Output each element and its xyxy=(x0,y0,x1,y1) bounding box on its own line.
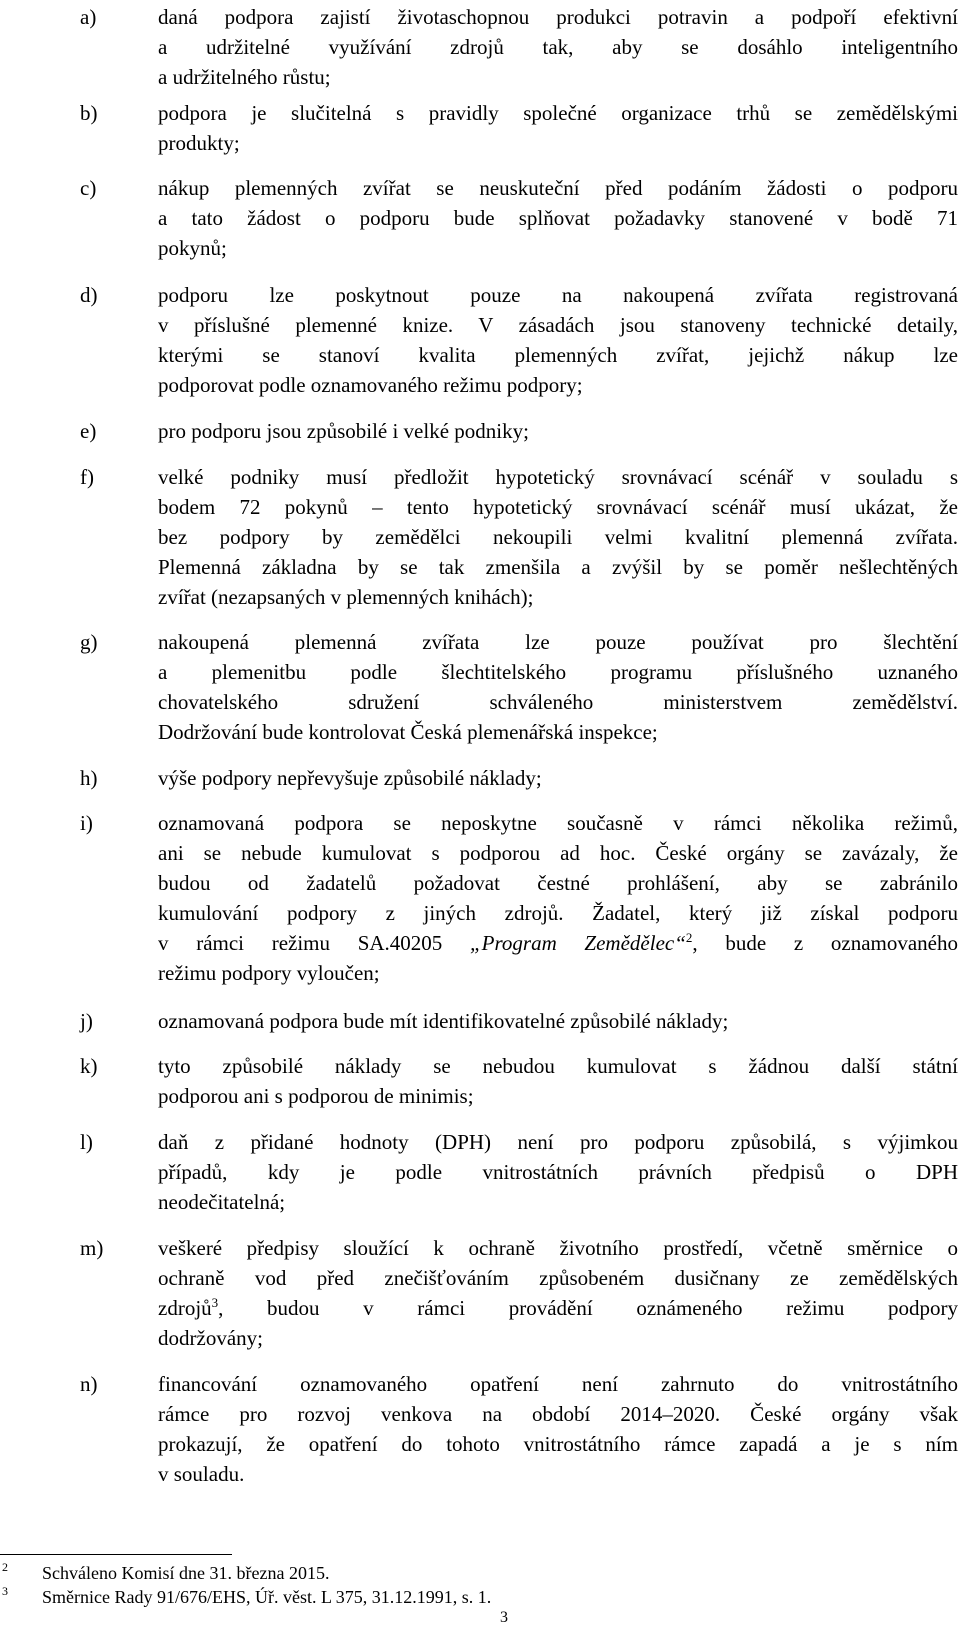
text-line: bez podpory by zemědělci nekoupili velmi kvalitní plemenná zvířata. xyxy=(158,525,958,549)
text-line: Dodržování bude kontrolovat Česká plemenářská inspekce; xyxy=(158,720,658,744)
footnote-separator xyxy=(0,1554,232,1555)
item-label: g) xyxy=(80,630,98,654)
item-text xyxy=(158,98,958,158)
item-label: j) xyxy=(80,1009,93,1033)
text-line: podpora je slučitelná s pravidly společné organizace trhů se zemědělskými xyxy=(158,101,958,125)
text-line: nakoupená plemenná zvířata lze pouze používat pro šlechtění xyxy=(158,630,958,654)
item-text xyxy=(158,808,958,988)
text-fragment: zdrojů xyxy=(158,1296,212,1320)
text-line: pro podporu jsou způsobilé i velké podniky; xyxy=(158,419,529,443)
text-line: ani se nebude kumulovat s podporou ad hoc. České orgány se zavázaly, že xyxy=(158,841,958,865)
item-label: i) xyxy=(80,811,93,835)
text-line: a udržitelné využívání zdrojů tak, aby se dosáhlo inteligentního xyxy=(158,35,958,59)
footnote-ref[interactable]: 3 xyxy=(211,1295,219,1310)
text-line: neodečitatelná; xyxy=(158,1190,286,1214)
footnote-ref[interactable]: 2 xyxy=(685,930,693,945)
text-fragment: , bude z oznamovaného xyxy=(692,931,959,955)
text-line: chovatelského sdružení schváleného ministerstvem zemědělství. xyxy=(158,690,958,714)
item-text xyxy=(158,173,958,263)
text-line: podporou ani s podporou de minimis; xyxy=(158,1084,474,1108)
text-line: v souladu. xyxy=(158,1462,245,1486)
text-line: dodržovány; xyxy=(158,1326,263,1350)
text-line xyxy=(158,1293,958,1323)
item-label: n) xyxy=(80,1372,98,1396)
text-line: ochraně vod před znečišťováním způsobeném dusičnany ze zemědělských xyxy=(158,1266,958,1290)
item-text xyxy=(158,627,958,747)
text-line: podporovat podle oznamovaného režimu podpory; xyxy=(158,373,583,397)
item-label: k) xyxy=(80,1054,98,1078)
text-line: kumulování podpory z jiných zdrojů. Žadatel, který již získal podporu xyxy=(158,901,958,925)
footnote-text: Směrnice Rady 91/676/EHS, Úř. věst. L 375, 31.12.1991, s. 1. xyxy=(42,1587,492,1607)
text-line: v příslušné plemenné knize. V zásadách jsou stanoveny technické detaily, xyxy=(158,313,958,337)
item-label: m) xyxy=(80,1236,104,1260)
text-line: nákup plemenných zvířat se neuskuteční před podáním žádosti o podporu xyxy=(158,176,958,200)
text-line: tyto způsobilé náklady se nebudou kumulovat s žádnou další státní xyxy=(158,1054,958,1078)
item-label: l) xyxy=(80,1130,93,1154)
text-line: případů, kdy je podle vnitrostátních právních předpisů o DPH xyxy=(158,1160,958,1184)
text-line: velké podniky musí předložit hypotetický srovnávací scénář v souladu s xyxy=(158,465,958,489)
item-label: f) xyxy=(80,465,94,489)
text-line: daň z přidané hodnoty (DPH) není pro podporu způsobilá, s výjimkou xyxy=(158,1130,958,1154)
text-line: daná podpora zajistí životaschopnou produkci potravin a podpoří efektivní xyxy=(158,5,958,29)
footnote-number: 2 xyxy=(2,1560,8,1574)
text-line: pokynů; xyxy=(158,236,227,260)
text-line: prokazují, že opatření do tohoto vnitrostátního rámce zapadá a je s ním xyxy=(158,1432,958,1456)
item-text xyxy=(158,1051,958,1111)
text-fragment: v rámci režimu SA.40205 xyxy=(158,931,470,955)
item-text xyxy=(158,1127,958,1217)
text-line: podporu lze poskytnout pouze na nakoupená zvířata registrovaná xyxy=(158,283,958,307)
text-line: budou od žadatelů požadovat čestné prohlášení, aby se zabránilo xyxy=(158,871,958,895)
text-line: a tato žádost o podporu bude splňovat požadavky stanovené v bodě 71 xyxy=(158,206,958,230)
program-name-italic: „Program Zemědělec“ xyxy=(470,931,686,955)
item-text xyxy=(158,280,958,400)
text-line: bodem 72 pokynů – tento hypotetický srovnávací scénář musí ukázat, že xyxy=(158,495,958,519)
text-line: Plemenná základna by se tak zmenšila a zvýšil by se poměr nešlechtěných xyxy=(158,555,958,579)
item-text xyxy=(158,1006,958,1036)
text-line: produkty; xyxy=(158,131,240,155)
item-label: b) xyxy=(80,101,98,125)
text-line: oznamovaná podpora bude mít identifikovatelné způsobilé náklady; xyxy=(158,1009,729,1033)
page-number: 3 xyxy=(500,1609,508,1626)
text-line: zvířat (nezapsaných v plemenných knihách); xyxy=(158,585,534,609)
text-line xyxy=(158,928,958,958)
text-line: režimu podpory vyloučen; xyxy=(158,961,380,985)
footnote-text: Schváleno Komisí dne 31. března 2015. xyxy=(42,1563,330,1583)
text-line: a udržitelného růstu; xyxy=(158,65,331,89)
text-line: financování oznamovaného opatření není zahrnuto do vnitrostátního xyxy=(158,1372,958,1396)
text-line: a plemenitbu podle šlechtitelského programu příslušného uznaného xyxy=(158,660,958,684)
text-line: rámce pro rozvoj venkova na období 2014–2020. České orgány však xyxy=(158,1402,958,1426)
text-line: výše podpory nepřevyšuje způsobilé náklady; xyxy=(158,766,542,790)
item-text xyxy=(158,1369,958,1489)
text-line: kterými se stanoví kvalita plemenných zvířat, jejichž nákup lze xyxy=(158,343,958,367)
item-label: h) xyxy=(80,766,98,790)
item-label: e) xyxy=(80,419,97,443)
item-text xyxy=(158,462,958,612)
footnote-number: 3 xyxy=(2,1584,8,1598)
item-text xyxy=(158,416,958,446)
item-label: c) xyxy=(80,176,97,200)
text-line: oznamovaná podpora se neposkytne současně v rámci několika režimů, xyxy=(158,811,958,835)
item-text xyxy=(158,763,958,793)
item-text xyxy=(158,1233,958,1353)
item-label: d) xyxy=(80,283,98,307)
text-fragment: , budou v rámci provádění oznámeného režimu podpory xyxy=(218,1296,958,1320)
item-text xyxy=(158,2,958,92)
text-line: veškeré předpisy sloužící k ochraně životního prostředí, včetně směrnice o xyxy=(158,1236,958,1260)
item-label: a) xyxy=(80,5,97,29)
